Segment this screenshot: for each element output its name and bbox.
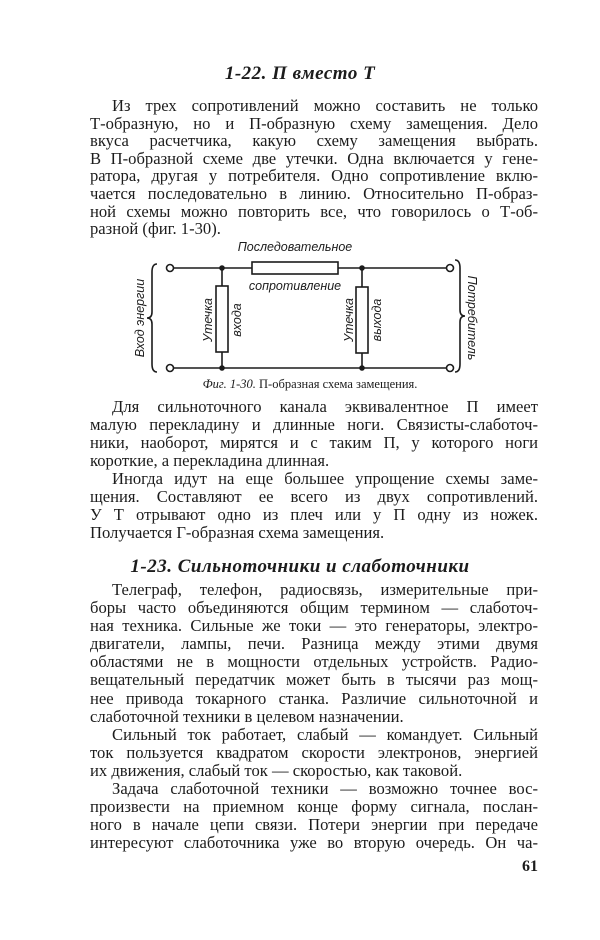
text-line: ток пользуется квадратом скорости электронов, энергией (90, 742, 538, 762)
text-line: Сильный ток работает, слабый — командует. Сильный (112, 724, 538, 744)
text-line: чается последовательно в линию. Относительно П-образ- (90, 183, 538, 203)
text-line: малую перекладину и длинные ноги. Связисты-слаботоч- (90, 415, 538, 434)
figure-1-30 (135, 236, 485, 396)
text-line: Получается Г-образная схема замещения. (90, 523, 385, 542)
consumer-label: Потребитель (465, 275, 479, 361)
text-block-3 (90, 581, 538, 852)
text-block-1 (90, 97, 538, 238)
text-line: Из трех сопротивлений можно составить не только (112, 96, 538, 115)
right-brace (455, 260, 465, 372)
text-line: разной (фиг. 1-30). (90, 219, 221, 239)
section-title-1-22: 1-22. П вместо Т (224, 63, 376, 84)
terminal (167, 365, 174, 372)
series-label-top: Последовательное (237, 240, 353, 254)
section-title-1-23: 1-23. Сильноточники и слаботочники (130, 556, 470, 577)
output-leak-label-2: выхода (370, 298, 384, 342)
input-shunt-resistor (216, 286, 228, 352)
text-line: ники, наоборот, мирятся и с таким П, у которого ноги (90, 433, 538, 452)
text-line: ратора, другая у потребителя. Одно сопротивление вклю- (90, 166, 538, 186)
output-shunt-resistor (356, 287, 368, 353)
text-line: щения. Составляют ее всего из двух сопротивлений. (90, 487, 538, 506)
text-line: В П-образной схеме две утечки. Одна включается у гене- (90, 148, 538, 168)
input-leak-label-2: входа (230, 303, 244, 337)
figure-caption: Фиг. 1-30. П-образная схема замещения. (202, 377, 418, 391)
text-line: нее привода токарного станка. Различие сильноточной и (90, 688, 538, 708)
text-line: У Т отрывают одно из плеч или у П одну из ножек. (90, 505, 538, 524)
terminal (167, 265, 174, 272)
text-line: вкуса расчетчика, какую схему замещения выбрать. (90, 131, 538, 151)
text-line: произвести на приемном конце форму сигнала, послан- (90, 797, 538, 817)
page-number: 61 (522, 858, 538, 875)
text-line: ная техника. Сильные же токи — это генераторы, электро- (90, 616, 538, 636)
output-leak-label: Утечка (342, 298, 356, 342)
text-line: боры часто объединяются общим термином — слаботоч- (90, 598, 538, 618)
series-resistor (252, 262, 338, 274)
text-line: областями не в мощности отдельных устройств. Радио- (90, 652, 538, 672)
series-label-bottom: сопротивление (248, 279, 342, 293)
text-line: их движения, слабый ток — скоростью, как таковой. (90, 760, 463, 780)
text-line: слаботочной техники в целевом назначении. (90, 706, 404, 726)
text-line: интересуют слаботочника уже во вторую очередь. Он ча- (90, 833, 538, 853)
text-line: ной схемы можно повторить все, что говорилось о Т-об- (90, 201, 538, 221)
text-line: Задача слаботочной техники — возможно точнее вос- (112, 779, 538, 799)
text-line: вещательный передатчик может быть в тысячи раз мощ- (90, 670, 538, 690)
text-line: Т-образную, но и П-образную схему замещения. Дело (90, 113, 538, 133)
input-energy-label: Вход энергии (133, 278, 147, 358)
text-line: Иногда идут на еще большее упрощение схемы заме- (112, 469, 538, 488)
text-line: Телеграф, телефон, радиосвязь, измерительные при- (112, 580, 538, 599)
text-line: Для сильноточного канала эквивалентное П имеет (112, 397, 538, 416)
text-block-2 (90, 398, 538, 542)
text-line: короткие, а перекладина длинная. (90, 451, 330, 470)
left-brace (147, 264, 157, 372)
text-line: двигатели, лампы, печи. Разница между этими двумя (90, 634, 538, 654)
pi-circuit-diagram (135, 236, 485, 396)
terminal (447, 265, 454, 272)
text-line: ного в начале цепи связи. Потери энергии при передаче (90, 815, 538, 835)
input-leak-label: Утечка (201, 298, 215, 342)
terminal (447, 365, 454, 372)
